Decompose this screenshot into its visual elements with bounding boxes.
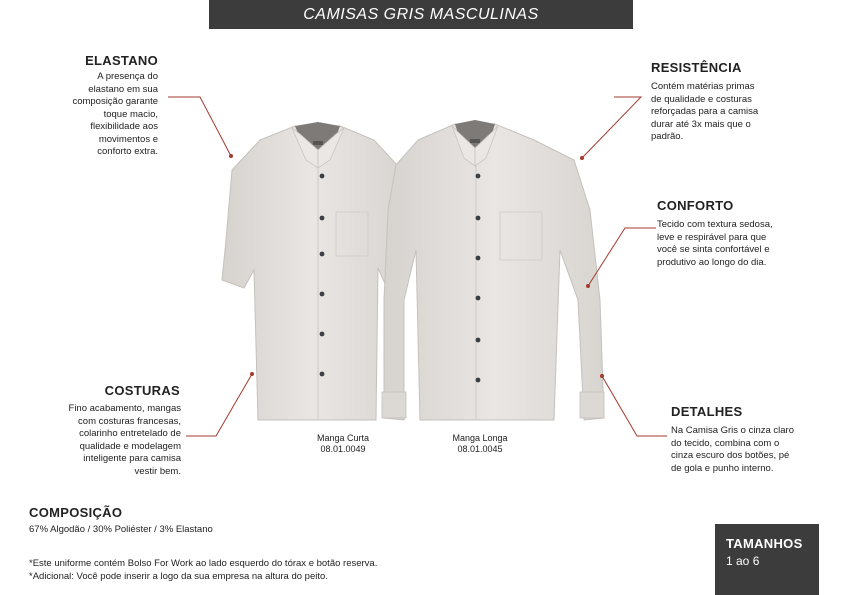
sizes-title: TAMANHOS [726,536,803,551]
caption-long-sleeve: Manga Longa 08.01.0045 [452,433,508,454]
detalhes-text: Na Camisa Gris o cinza claro do tecido, combina com o cinza escuro dos botões, pé de gola e punho interno. [671,425,795,474]
long-sleeve-shirt [382,120,604,420]
leader-line-conforto [588,228,656,286]
resistencia-title: RESISTÊNCIA [651,60,742,75]
short-sleeve-shirt [222,122,405,420]
caption-short-sleeve: Manga Curta 08.01.0049 [316,433,370,454]
page-title: CAMISAS GRIS MASCULINAS [209,0,633,29]
conforto-text: Tecido com textura sedosa, leve e respirável para que você se sinta confortável e produtivo ao longo do dia. [657,219,773,268]
costuras-text: Fino acabamento, mangas com costuras francesas, colarinho entretelado de qualidade e modelagem inteligente para camisa vestir bem. [68,403,181,477]
sizes-value: 1 ao 6 [726,554,760,568]
sizes-box [715,524,819,595]
resistencia-text: Contém matérias primas de qualidade e costuras reforçadas para a camisa durar até 3x mais que o padrão. [651,81,759,142]
conforto-title: CONFORTO [657,198,734,213]
detalhes-title: DETALHES [671,404,743,419]
composition-title: COMPOSIÇÃO [29,505,123,520]
notes [29,558,589,583]
leader-line-resistencia [582,97,641,158]
note-bolso: *Este uniforme contém Bolso For Work ao lado esquerdo do tórax e botão reserva. [29,558,378,569]
leader-line-elastano [168,97,231,156]
composition-text: 67% Algodão / 30% Poliéster / 3% Elastano [29,524,213,535]
note-logo: *Adicional: Você pode inserir a logo da sua empresa na altura do peito. [29,570,328,582]
leader-line-costuras [186,374,252,436]
elastano-text: A presença do elastano em sua composição garante toque macio, flexibilidade aos movimentos e conforto extra. [72,71,158,157]
elastano-title: ELASTANO [85,53,158,68]
leader-line-detalhes [602,376,667,436]
costuras-title: COSTURAS [104,383,180,398]
